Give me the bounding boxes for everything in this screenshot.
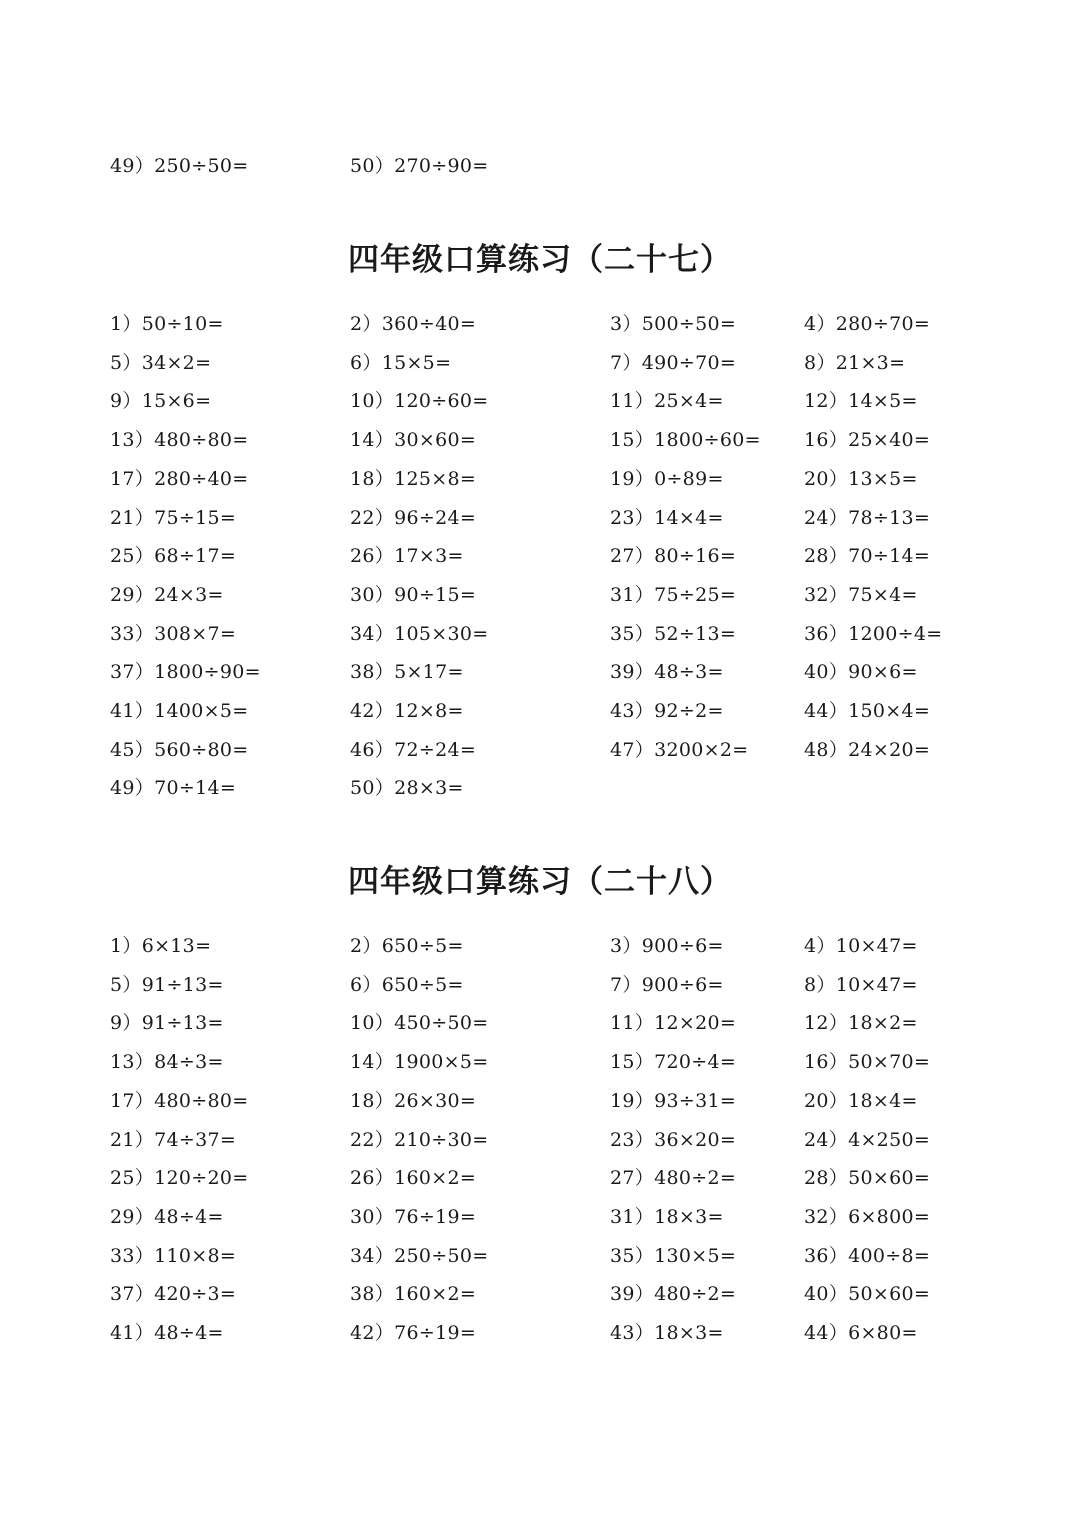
problem: 28）70÷14= — [804, 545, 931, 568]
problem: 24）4×250= — [804, 1128, 931, 1151]
section-title: 四年级口算练习（二十七） — [348, 242, 732, 278]
problem-row — [0, 464, 1080, 494]
problem: 16）25×40= — [804, 429, 931, 452]
problem: 19）0÷89= — [610, 467, 724, 490]
problem: 36）1200÷4= — [804, 622, 943, 645]
problem: 23）14×4= — [610, 506, 724, 529]
problem: 42）12×8= — [350, 700, 464, 722]
problem: 49）250÷50= — [110, 155, 249, 177]
problem: 29）48÷4= — [110, 1205, 224, 1228]
problem: 39）48÷3= — [610, 661, 724, 684]
problem-row — [0, 580, 1080, 610]
problem: 4）10×47= — [804, 935, 918, 957]
problem: 21）75÷15= — [110, 506, 237, 529]
problem: 30）76÷19= — [350, 1205, 477, 1228]
problem-row — [0, 619, 1080, 649]
problem: 43）92÷2= — [610, 700, 724, 722]
problem: 41）1400×5= — [110, 700, 249, 722]
problem: 49）70÷14= — [110, 777, 237, 800]
problem: 1）6×13= — [110, 935, 212, 957]
problem-row — [0, 1047, 1080, 1077]
problem-row — [0, 1008, 1080, 1038]
problem: 15）720÷4= — [610, 1051, 737, 1074]
problem: 7）490÷70= — [610, 351, 737, 374]
problem: 44）150×4= — [804, 700, 931, 722]
problem: 33）308×7= — [110, 622, 237, 645]
problem: 29）24×3= — [110, 583, 224, 606]
problem-row — [0, 1163, 1080, 1193]
problem: 25）68÷17= — [110, 545, 237, 568]
problem: 46）72÷24= — [350, 738, 477, 761]
problem: 2）360÷40= — [350, 313, 477, 335]
problem: 32）6×800= — [804, 1205, 931, 1228]
problem: 38）5×17= — [350, 661, 464, 684]
problem: 11）25×4= — [610, 390, 724, 413]
problem: 45）560÷80= — [110, 738, 249, 761]
problem-row — [0, 735, 1080, 765]
problem: 10）120÷60= — [350, 390, 489, 413]
problem: 37）1800÷90= — [110, 661, 261, 684]
problem: 4）280÷70= — [804, 313, 931, 335]
problem-row — [0, 1279, 1080, 1309]
problem: 23）36×20= — [610, 1128, 737, 1151]
problem: 7）900÷6= — [610, 973, 724, 996]
problem: 13）84÷3= — [110, 1051, 224, 1074]
problem: 34）105×30= — [350, 622, 489, 645]
problem-row — [0, 348, 1080, 378]
problem-row — [0, 773, 1080, 803]
problem: 9）91÷13= — [110, 1012, 224, 1035]
problem: 18）125×8= — [350, 467, 477, 490]
problem: 39）480÷2= — [610, 1283, 737, 1306]
problem: 32）75×4= — [804, 583, 918, 606]
problem: 12）18×2= — [804, 1012, 918, 1035]
problem-row — [0, 541, 1080, 571]
problem: 31）18×3= — [610, 1205, 724, 1228]
problem: 24）78÷13= — [804, 506, 931, 529]
problem-row — [0, 425, 1080, 455]
problem: 27）480÷2= — [610, 1167, 737, 1190]
problem: 44）6×80= — [804, 1322, 918, 1344]
problem-row — [0, 1241, 1080, 1271]
problem: 6）650÷5= — [350, 973, 464, 996]
problem-row — [0, 1202, 1080, 1232]
problem-row — [0, 970, 1080, 1000]
problem: 14）1900×5= — [350, 1051, 489, 1074]
problem: 5）91÷13= — [110, 973, 224, 996]
problem-row — [0, 1086, 1080, 1116]
problem-row — [0, 696, 1080, 726]
problem: 19）93÷31= — [610, 1089, 737, 1112]
problem: 43）18×3= — [610, 1322, 724, 1344]
problem-row — [0, 931, 1080, 961]
problem: 20）18×4= — [804, 1089, 918, 1112]
problem: 50）28×3= — [350, 777, 464, 800]
problem-row — [0, 1125, 1080, 1155]
problem: 30）90÷15= — [350, 583, 477, 606]
problem-row — [0, 151, 1080, 181]
problem: 25）120÷20= — [110, 1167, 249, 1190]
problem: 12）14×5= — [804, 390, 918, 413]
problem: 14）30×60= — [350, 429, 477, 452]
problem: 50）270÷90= — [350, 155, 489, 177]
problem: 41）48÷4= — [110, 1322, 224, 1344]
problem: 17）280÷40= — [110, 467, 249, 490]
problem: 20）13×5= — [804, 467, 918, 490]
problem: 42）76÷19= — [350, 1322, 477, 1344]
problem: 35）130×5= — [610, 1244, 737, 1267]
problem-row — [0, 503, 1080, 533]
problem: 2）650÷5= — [350, 935, 464, 957]
problem: 18）26×30= — [350, 1089, 477, 1112]
problem: 40）50×60= — [804, 1283, 931, 1306]
problem: 5）34×2= — [110, 351, 212, 374]
problem: 15）1800÷60= — [610, 429, 761, 452]
problem: 17）480÷80= — [110, 1089, 249, 1112]
problem: 8）21×3= — [804, 351, 906, 374]
problem: 35）52÷13= — [610, 622, 737, 645]
problem: 34）250÷50= — [350, 1244, 489, 1267]
problem: 47）3200×2= — [610, 738, 749, 761]
problem: 37）420÷3= — [110, 1283, 237, 1306]
problem: 28）50×60= — [804, 1167, 931, 1190]
problem: 6）15×5= — [350, 351, 452, 374]
problem-row — [0, 657, 1080, 687]
problem: 10）450÷50= — [350, 1012, 489, 1035]
problem: 27）80÷16= — [610, 545, 737, 568]
problem: 3）900÷6= — [610, 935, 724, 957]
section-title: 四年级口算练习（二十八） — [348, 864, 732, 900]
problem: 8）10×47= — [804, 973, 918, 996]
problem: 13）480÷80= — [110, 429, 249, 452]
problem: 40）90×6= — [804, 661, 918, 684]
problem-row — [0, 386, 1080, 416]
problem: 48）24×20= — [804, 738, 931, 761]
problem: 26）160×2= — [350, 1167, 477, 1190]
problem: 21）74÷37= — [110, 1128, 237, 1151]
problem: 31）75÷25= — [610, 583, 737, 606]
problem: 3）500÷50= — [610, 313, 737, 335]
problem: 33）110×8= — [110, 1244, 237, 1267]
problem: 22）210÷30= — [350, 1128, 489, 1151]
problem: 1）50÷10= — [110, 313, 224, 335]
problem-row — [0, 1318, 1080, 1348]
problem: 26）17×3= — [350, 545, 464, 568]
problem: 38）160×2= — [350, 1283, 477, 1306]
problem: 36）400÷8= — [804, 1244, 931, 1267]
problem: 9）15×6= — [110, 390, 212, 413]
problem-row — [0, 309, 1080, 339]
problem: 16）50×70= — [804, 1051, 931, 1074]
problem: 11）12×20= — [610, 1012, 737, 1035]
problem: 22）96÷24= — [350, 506, 477, 529]
